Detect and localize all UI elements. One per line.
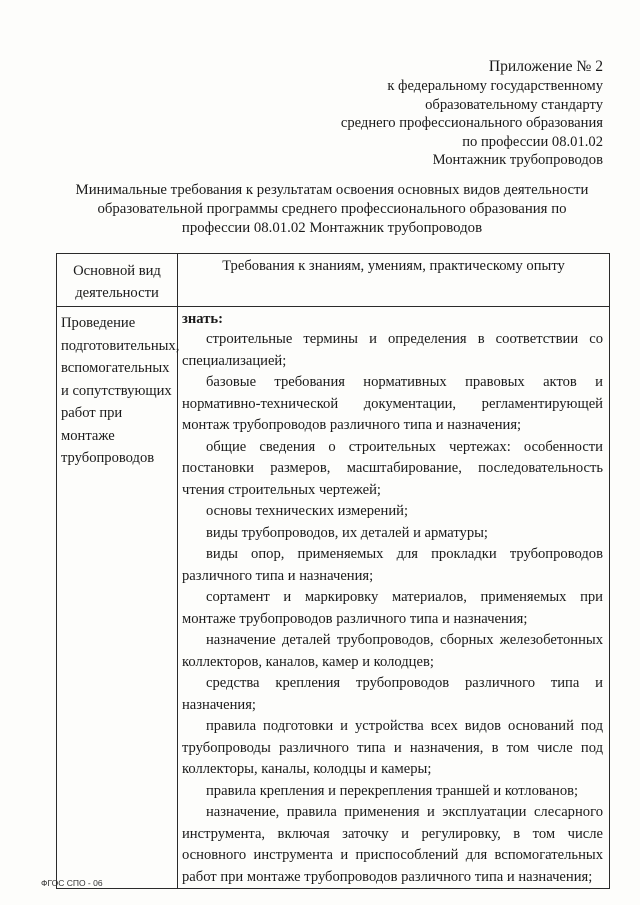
know-label: знать: (182, 311, 223, 327)
document-title (52, 181, 612, 237)
appendix-line: среднего профессионального образования (340, 115, 603, 132)
list-item: базовые требования нормативных правовых актов и нормативно-технической документации, регламентирующей монтаж трубопроводов различного типа и назначения; (182, 374, 603, 433)
list-item: сортамент и маркировку материалов, применяемых при монтаже трубопроводов различного типа и назначения; (182, 589, 603, 627)
appendix-line: Монтажник трубопроводов (432, 152, 603, 169)
appendix-line: образовательному стандарту (425, 96, 603, 113)
list-item: виды трубопроводов, их деталей и арматуры; (206, 524, 488, 541)
appendix-line: к федеральному государственному (387, 78, 603, 94)
appendix-heading: Приложение № 2 (488, 58, 603, 75)
requirements-table (56, 253, 610, 889)
table-row (57, 307, 610, 889)
list-item: назначение, правила применения и эксплуатации слесарного инструмента, включая заточку и регулировку, в том числе основного инструмента и приспособлений для вспомогательных работ при монтаже трубопроводов различного типа и назначения; (182, 804, 603, 885)
list-item: назначение деталей трубопроводов, сборных железобетонных коллекторов, каналов, камер и колодцев; (182, 632, 603, 670)
list-item: правила подготовки и устройства всех видов оснований под трубопроводы различного типа и назначения, в том числе под коллекторы, каналы, колодцы и камеры; (182, 718, 603, 777)
title-line: профессии 08.01.02 Монтажник трубопроводов (181, 219, 483, 236)
title-line: Минимальные требования к результатам освоения основных видов деятельности (75, 182, 589, 198)
appendix-line: по профессии 08.01.02 (462, 133, 603, 150)
header-requirements: Требования к знаниям, умениям, практическому опыту (178, 254, 610, 307)
footer-code: ФГОС СПО - 06 (41, 878, 103, 888)
table-header-row (57, 254, 610, 307)
title-line: образовательной программы среднего профессионального образования по (97, 200, 567, 217)
list-item: средства крепления трубопроводов различного типа и назначения; (182, 675, 603, 713)
list-item: общие сведения о строительных чертежах: особенности постановки размеров, масштабирование, последовательность чтения строительных чертежей; (182, 438, 603, 498)
requirements-cell (178, 307, 610, 889)
list-item: строительные термины и определения в соответствии со специализацией; (182, 331, 603, 369)
list-item: виды опор, применяемых для прокладки трубопроводов различного типа и назначения; (182, 546, 603, 584)
appendix-note (341, 57, 603, 170)
activity-cell: Проведение подготовительных, вспомогательных и сопутствующих работ при монтаже трубопроводов (57, 307, 178, 889)
list-item: основы технических измерений; (206, 503, 409, 519)
list-item: правила крепления и перекрепления траншей и котлованов; (206, 782, 579, 799)
header-activity: Основной вид деятельности (57, 254, 178, 307)
